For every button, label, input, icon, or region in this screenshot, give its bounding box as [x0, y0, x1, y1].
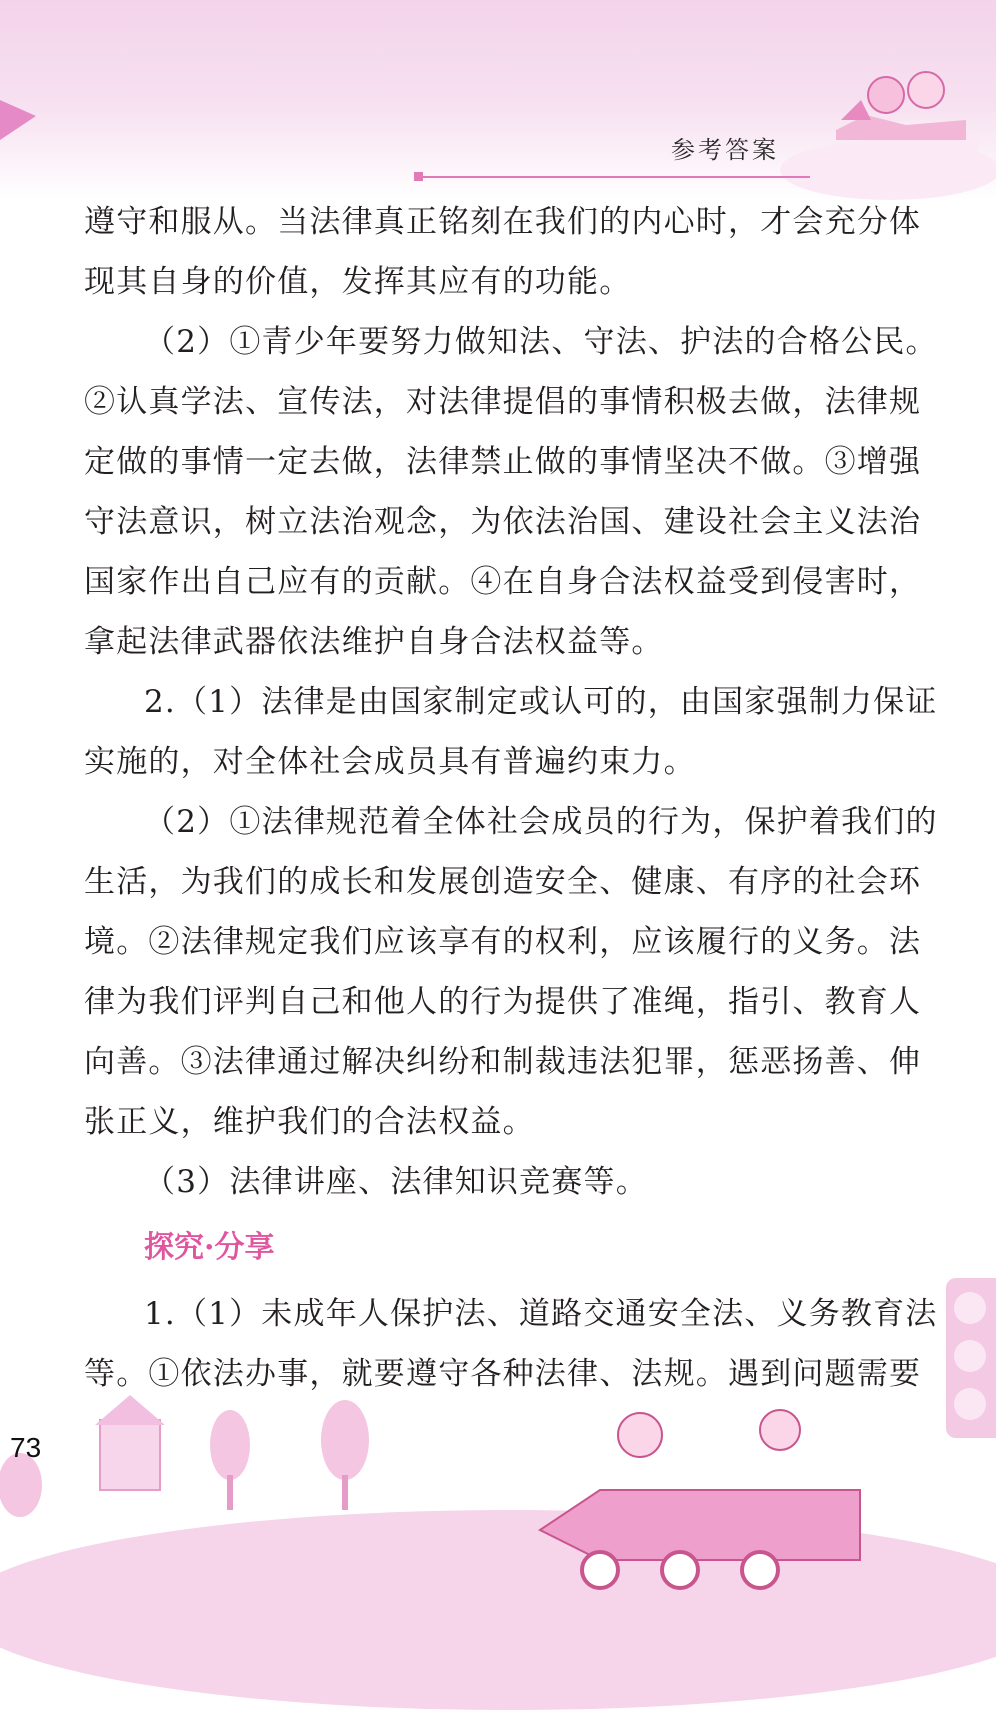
traffic-light-bulb — [954, 1340, 986, 1372]
traffic-light-bulb — [954, 1292, 986, 1324]
text-line: 拿起法律武器依法维护自身合法权益等。 — [84, 624, 664, 660]
text-line: 现其自身的价值，发挥其应有的功能。 — [84, 264, 632, 300]
text-line: 遵守和服从。当法律真正铭刻在我们的内心时，才会充分体 — [84, 204, 922, 240]
text-line: （3）法律讲座、法律知识竞赛等。 — [144, 1164, 648, 1200]
text-line: 向善。③法律通过解决纠纷和制裁违法犯罪，惩恶扬善、伸 — [84, 1044, 922, 1080]
text-line: 定做的事情一定去做，法律禁止做的事情坚决不做。③增强 — [84, 444, 922, 480]
reading-kids-illustration — [826, 60, 976, 150]
text-line: 2.（1）法律是由国家制定或认可的，由国家强制力保证 — [144, 684, 938, 720]
text-line: 等。①依法办事，就要遵守各种法律、法规。遇到问题需要 — [84, 1356, 922, 1392]
text-line: 境。②法律规定我们应该享有的权利，应该履行的义务。法 — [84, 924, 922, 960]
section-heading: 探究·分享 — [144, 1230, 275, 1265]
text-line: 守法意识，树立法治观念，为依法治国、建设社会主义法治 — [84, 504, 922, 540]
text-line: 生活，为我们的成长和发展创造安全、健康、有序的社会环 — [84, 864, 922, 900]
text-line: 张正义，维护我们的合法权益。 — [84, 1104, 535, 1140]
bottom-scene-illustration — [0, 1390, 996, 1600]
text-line: （2）①法律规范着全体社会成员的行为，保护着我们的 — [144, 804, 938, 840]
paper-plane-icon — [0, 100, 36, 140]
page-number: 73 — [10, 1432, 42, 1463]
text-line: 1.（1）未成年人保护法、道路交通安全法、义务教育法 — [144, 1296, 938, 1332]
text-line: （2）①青少年要努力做知法、守法、护法的合格公民。 — [144, 324, 938, 360]
text-line: 国家作出自己应有的贡献。④在自身合法权益受到侵害时， — [84, 564, 922, 600]
answer-text-body — [84, 192, 942, 1404]
text-line: 实施的，对全体社会成员具有普遍约束力。 — [84, 744, 696, 780]
header-rule — [420, 176, 810, 178]
text-line: ②认真学法、宣传法，对法律提倡的事情积极去做，法律规 — [84, 384, 922, 420]
page-header-title: 参考答案 — [671, 136, 779, 164]
text-line: 律为我们评判自己和他人的行为提供了准绳，指引、教育人 — [84, 984, 922, 1020]
